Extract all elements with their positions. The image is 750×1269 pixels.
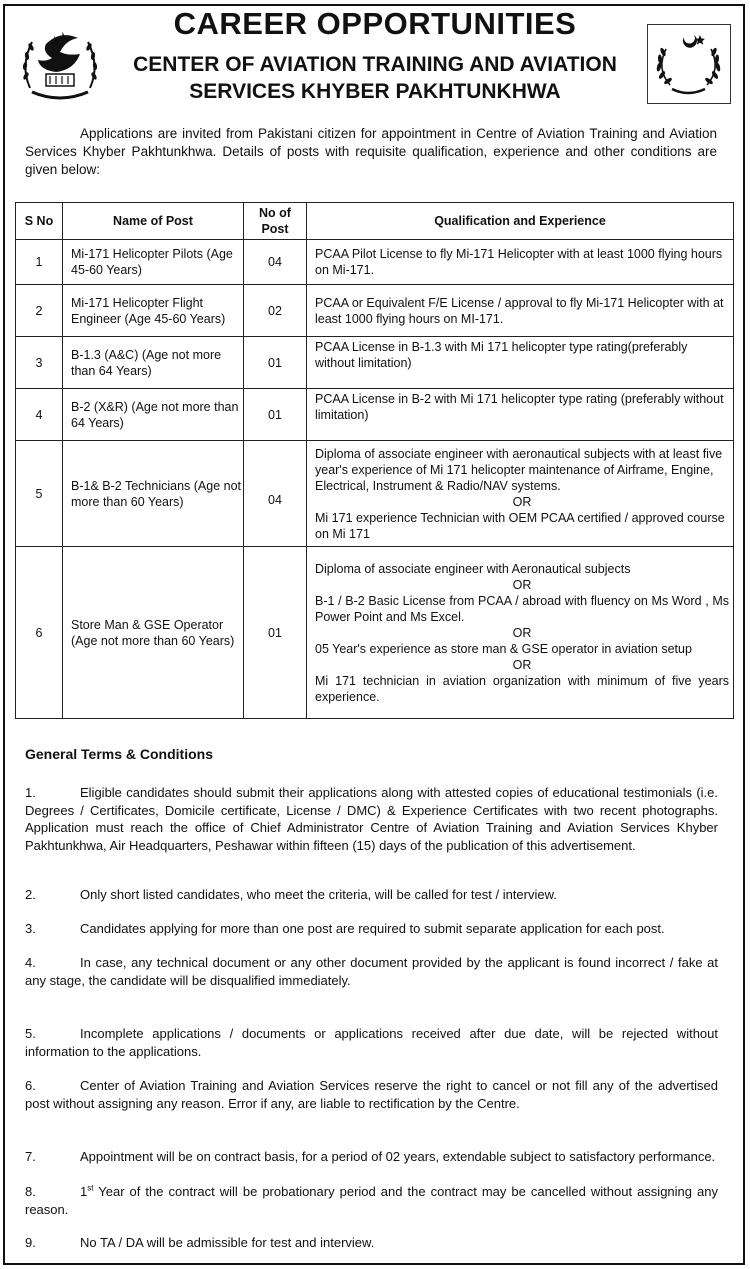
row-sno: 2 [16,285,63,337]
row-post-count: 01 [244,337,307,389]
qualification-line: Mi 171 experience Technician with OEM PCAA certified / approved course on Mi 171 [315,510,725,541]
qualification-line: Diploma of associate engineer with Aeronautical subjects [315,561,631,576]
or-separator: OR [512,494,532,509]
table-row [16,389,734,441]
row-post-count: 04 [244,441,307,547]
row-sno: 6 [16,547,63,719]
term-text: Incomplete applications / documents or applications received after due date, will be rejected without information to the applications. [25,1026,718,1059]
term-item [25,1183,718,1218]
qualification-line: Diploma of associate engineer with aeronautical subjects with at least five year's experience of Mi 171 helicopter maintenance of Airframe, Engine, Electrical, Instrument & Radio/NAV systems. [315,446,723,493]
row-sno: 4 [16,389,63,441]
term-number: 4. [25,955,36,970]
row-qualification [307,547,734,719]
header-qualification: Qualification and Experience [307,203,734,240]
or-separator: OR [512,625,532,640]
term-number: 5. [25,1026,36,1041]
term-item [25,1077,718,1112]
row-qualification [307,441,734,547]
term-text: In case, any technical document or any other document provided by the applicant is found incorrect / fake at any stage, the candidate will be disqualified immediately. [25,955,718,988]
posts-table [15,202,734,719]
intro-paragraph [25,125,717,179]
term-number: 8. [25,1184,36,1199]
term-item [25,1234,718,1252]
term-text: Eligible candidates should submit their applications along with attested copies of educational testimonials (i.e. Degrees / Certificates, Domicile certificate, License / DMC) & Experience Certificates with two recent photographs. Application must reach the office of Chief Administrator Centre of Aviation Training and Aviation Services Khyber Pakhtunkhwa, Air Headquarters, Peshawar within fifteen (15) days of the publication of this advertisement. [25,785,718,853]
or-separator: OR [512,577,532,592]
qualification-line: Mi 171 technician in aviation organization with minimum of five years experience. [315,673,729,704]
row-qualification [307,337,734,389]
qualification-line: PCAA Pilot License to fly Mi-171 Helicopter with at least 1000 flying hours on Mi-171. [315,247,723,277]
row-post-name: B-2 (X&R) (Age not more than 64 Years) [63,389,244,441]
wreath-crest-logo [647,24,731,104]
term-text: Year of the contract will be probationary period and the contract may be cancelled without assigning any reason. [25,1184,718,1217]
term-item [25,886,718,904]
term-text: Center of Aviation Training and Aviation Services reserve the right to cancel or not fill any of the advertised post without assigning any reason. Error if any, are liable to rectification by the Centre. [25,1078,718,1111]
qualification-line: B-1 / B-2 Basic License from PCAA / abroad with fluency on Ms Word , Ms Power Point and Ms Excel. [315,593,729,624]
qualification-line: PCAA License in B-2 with Mi 171 helicopter type rating (preferably without limitation) [315,392,724,422]
term-number: 6. [25,1078,36,1093]
organization-name-line1: CENTER OF AVIATION TRAINING AND AVIATION [133,53,617,76]
term-number: 2. [25,887,36,902]
row-sno: 5 [16,441,63,547]
header-sno: S No [16,203,63,240]
organization-name-line2: SERVICES KHYBER PAKHTUNKHWA [189,80,561,103]
header-name-of-post: Name of Post [63,203,244,240]
or-separator: OR [512,657,532,672]
qualification-line: PCAA License in B-1.3 with Mi 171 helicopter type rating(preferably without limitation) [315,340,688,370]
header [0,0,750,118]
row-post-name: B-1& B-2 Technicians (Age not more than 60 Years) [63,441,244,547]
table-row [16,441,734,547]
row-sno: 1 [16,240,63,285]
row-post-count: 01 [244,389,307,441]
term-text: Candidates applying for more than one post are required to submit separate application for each post. [80,921,665,936]
term-item [25,1148,718,1166]
row-post-name: Store Man & GSE Operator (Age not more than 60 Years) [63,547,244,719]
row-post-count: 02 [244,285,307,337]
term-ordinal-suffix: st [87,1183,94,1193]
term-item [25,1025,718,1060]
table-header-row [16,203,734,240]
term-item [25,784,718,854]
term-ordinal: 1 [80,1184,88,1199]
term-number: 9. [25,1235,36,1250]
term-number: 7. [25,1149,36,1164]
term-item [25,954,718,989]
qualification-line: PCAA or Equivalent F/E License / approval to fly Mi-171 Helicopter with at least 1000 flying hours on MI-171. [315,295,724,326]
row-qualification [307,389,734,441]
term-text: Only short listed candidates, who meet the criteria, will be called for test / interview. [80,887,557,902]
table-row [16,240,734,285]
row-sno: 3 [16,337,63,389]
term-number: 1. [25,785,36,800]
row-post-name: Mi-171 Helicopter Flight Engineer (Age 45-60 Years) [63,285,244,337]
row-qualification [307,285,734,337]
term-text: Appointment will be on contract basis, for a period of 02 years, extendable subject to satisfactory performance. [80,1149,716,1164]
row-post-count: 04 [244,240,307,285]
table-row [16,547,734,719]
terms-heading: General Terms & Conditions [25,746,213,762]
term-item [25,920,718,938]
table-row [16,337,734,389]
intro-text: Applications are invited from Pakistani citizen for appointment in Centre of Aviation Training and Aviation Services Khyber Pakhtunkhwa. Details of posts with requisite qualification, experience and other conditions are given below: [25,126,717,177]
row-post-name: B-1.3 (A&C) (Age not more than 64 Years) [63,337,244,389]
page-title: CAREER OPPORTUNITIES [173,6,577,41]
row-qualification [307,240,734,285]
row-post-count: 01 [244,547,307,719]
header-no-of-post: No of Post [244,203,307,240]
row-post-name: Mi-171 Helicopter Pilots (Age 45-60 Years) [63,240,244,285]
table-row [16,285,734,337]
term-text: No TA / DA will be admissible for test and interview. [80,1235,375,1250]
term-number: 3. [25,921,36,936]
qualification-line: 05 Year's experience as store man & GSE operator in aviation setup [315,641,692,656]
